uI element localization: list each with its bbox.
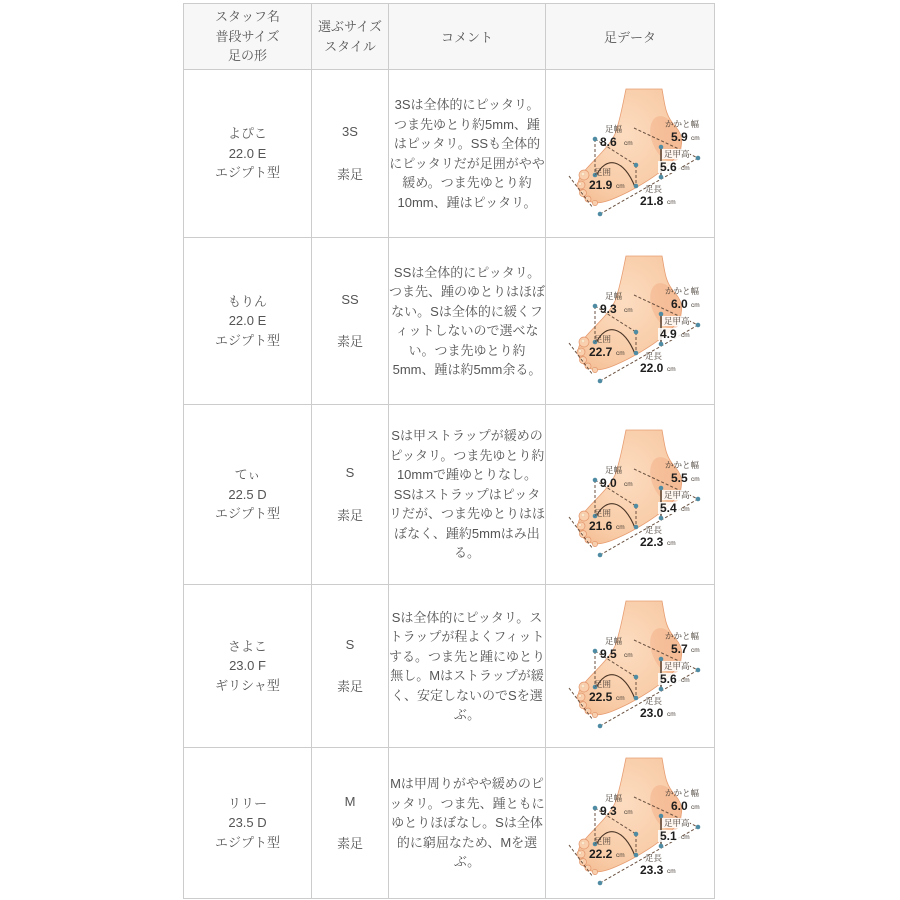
staff-cell — [184, 585, 312, 748]
foot-measurement-diagram — [548, 591, 713, 741]
comment-cell — [389, 585, 546, 748]
chosen-style: 素足 — [336, 679, 363, 694]
foot-length-unit: cm — [666, 366, 676, 373]
instep-height-label: 足甲高 — [663, 148, 690, 159]
table-row — [184, 405, 715, 585]
staff-name: さよこ — [227, 638, 267, 654]
foot-measurement-diagram — [548, 246, 713, 396]
staff-cell — [184, 405, 312, 585]
heel-width-unit: cm — [690, 647, 700, 654]
heel-width-label: かかと幅 — [664, 631, 699, 641]
heel-width-unit: cm — [690, 475, 700, 483]
foot-length-unit: cm — [666, 711, 676, 718]
staff-name: よぴこ — [227, 126, 267, 142]
header-staff-column — [184, 4, 312, 70]
foot-circumference-label: 足囲 — [593, 334, 611, 344]
staff-usual-size: 23.0 F — [229, 658, 266, 674]
comment-text: Sは全体的にピッタリ。ストラップが程よくフィットする。つま先と踵にゆとり無し。Mはストラップが緩く、安定しないのでSを選ぶ。 — [389, 609, 546, 722]
chosen-size-cell — [312, 748, 389, 899]
foot-width-unit: cm — [623, 480, 633, 488]
foot-data-cell — [546, 238, 715, 405]
heel-width-unit: cm — [690, 134, 700, 142]
foot-circumference-label: 足囲 — [593, 507, 611, 518]
foot-length-unit: cm — [666, 198, 676, 206]
instep-height-value: 5.6 — [659, 672, 677, 686]
foot-width-unit: cm — [623, 307, 633, 314]
foot-length-label: 足長 — [644, 696, 662, 706]
staff-name: てぃ — [234, 467, 261, 483]
table-header-row — [184, 4, 715, 70]
foot-width-value: 9.0 — [599, 475, 617, 490]
foot-width-unit: cm — [623, 139, 633, 147]
foot-width-label: 足幅 — [604, 123, 622, 134]
foot-circumference-label: 足囲 — [593, 166, 611, 177]
instep-height-label: 足甲高 — [663, 818, 690, 828]
instep-height-value: 5.4 — [659, 500, 677, 515]
staff-size-comment-table — [183, 3, 715, 899]
foot-measurement-diagram — [548, 748, 713, 898]
foot-width-unit: cm — [623, 652, 633, 659]
heel-width-unit: cm — [690, 804, 700, 811]
header-staff-line1: スタッフ名 — [214, 9, 280, 25]
table-row — [184, 238, 715, 405]
header-staff-line3: 足の形 — [227, 48, 267, 64]
comment-cell — [389, 748, 546, 899]
staff-foot-shape: エジプト型 — [214, 165, 280, 181]
instep-height-unit: cm — [680, 505, 690, 513]
foot-width-value: 9.5 — [599, 647, 617, 661]
foot-circumference-unit: cm — [615, 695, 625, 702]
chosen-size: S — [345, 636, 355, 652]
table-body — [184, 70, 715, 899]
staff-usual-size: 22.5 D — [228, 486, 267, 502]
foot-width-unit: cm — [623, 809, 633, 816]
staff-usual-size: 22.0 E — [228, 145, 267, 161]
chosen-size: S — [345, 465, 355, 481]
staff-foot-shape: エジプト型 — [214, 332, 280, 348]
foot-circumference-unit: cm — [615, 350, 625, 357]
instep-height-value: 4.9 — [659, 327, 677, 341]
heel-width-value: 5.9 — [670, 129, 688, 144]
foot-length-unit: cm — [666, 868, 676, 875]
staff-foot-shape: エジプト型 — [214, 834, 280, 850]
comment-text: SSは全体的にピッタリ。つま先、踵のゆとりはほぼない。Sは全体的に緩くフィットしないので選べない。つま先ゆとり約5mm、踵は約5mm余る。 — [389, 264, 546, 377]
foot-length-label: 足長 — [644, 183, 662, 194]
instep-height-unit: cm — [680, 332, 690, 339]
instep-height-unit: cm — [680, 164, 690, 172]
instep-height-label: 足甲高 — [663, 661, 690, 671]
foot-length-label: 足長 — [644, 524, 662, 535]
chosen-size-cell — [312, 405, 389, 585]
foot-data-cell — [546, 748, 715, 899]
comment-cell — [389, 405, 546, 585]
chosen-size-cell — [312, 585, 389, 748]
foot-length-value: 22.0 — [639, 361, 663, 375]
staff-cell — [184, 70, 312, 238]
foot-circumference-value: 21.9 — [588, 177, 612, 192]
foot-data-cell — [546, 405, 715, 585]
comment-cell — [389, 70, 546, 238]
staff-usual-size: 23.5 D — [228, 815, 267, 831]
chosen-style: 素足 — [336, 836, 363, 851]
heel-width-label: かかと幅 — [664, 286, 699, 296]
instep-height-unit: cm — [680, 677, 690, 684]
foot-circumference-unit: cm — [615, 182, 625, 190]
instep-height-value: 5.1 — [659, 829, 677, 843]
foot-width-label: 足幅 — [604, 291, 622, 301]
foot-width-label: 足幅 — [604, 464, 622, 475]
chosen-style: 素足 — [336, 507, 363, 523]
heel-width-label: かかと幅 — [664, 459, 699, 470]
foot-circumference-unit: cm — [615, 852, 625, 859]
table-row — [184, 70, 715, 238]
foot-length-label: 足長 — [644, 351, 662, 361]
foot-length-value: 23.3 — [639, 863, 663, 877]
foot-length-value: 23.0 — [639, 706, 663, 720]
header-chosen-size-line1: 選ぶサイズ — [318, 19, 382, 34]
chosen-size: M — [344, 793, 356, 809]
instep-height-value: 5.6 — [659, 159, 677, 174]
foot-width-value: 9.3 — [599, 302, 617, 316]
foot-circumference-value: 22.7 — [588, 345, 612, 359]
heel-width-value: 6.0 — [670, 799, 688, 813]
staff-cell — [184, 748, 312, 899]
foot-circumference-label: 足囲 — [593, 836, 611, 846]
foot-width-value: 8.6 — [599, 134, 617, 149]
instep-height-label: 足甲高 — [663, 316, 690, 326]
comment-text: Mは甲周りがやや緩めのピッタリ。つま先、踵ともにゆとりほぼなし。Sは全体的に窮屈なため、Mを選ぶ。 — [389, 776, 545, 870]
instep-height-unit: cm — [680, 834, 690, 841]
foot-circumference-value: 22.5 — [588, 690, 612, 704]
staff-usual-size: 22.0 E — [228, 313, 267, 329]
foot-circumference-label: 足囲 — [593, 679, 611, 689]
foot-width-label: 足幅 — [604, 793, 622, 803]
instep-height-label: 足甲高 — [663, 489, 690, 500]
chosen-style: 素足 — [336, 334, 363, 349]
table-row — [184, 585, 715, 748]
header-foot-data-column: 足データ — [546, 4, 715, 70]
foot-length-value: 21.8 — [639, 193, 663, 208]
staff-foot-shape: エジプト型 — [214, 506, 280, 522]
header-comment-column: コメント — [389, 4, 546, 70]
comment-text: 3Sは全体的にピッタリ。つま先ゆとり約5mm、踵はピッタリ。SSも全体的にピッタリだが足囲がやや緩め。つま先ゆとり約10mm、踵はピッタリ。 — [389, 97, 545, 210]
heel-width-value: 5.7 — [670, 642, 688, 656]
chosen-style: 素足 — [336, 166, 363, 182]
heel-width-unit: cm — [690, 302, 700, 309]
comment-cell — [389, 238, 546, 405]
header-chosen-size-line2: スタイル — [324, 38, 376, 54]
foot-length-unit: cm — [666, 539, 676, 547]
table-row — [184, 748, 715, 899]
staff-cell — [184, 238, 312, 405]
chosen-size-cell — [312, 238, 389, 405]
foot-circumference-unit: cm — [615, 523, 625, 531]
foot-length-value: 22.3 — [639, 534, 663, 549]
chosen-size-cell — [312, 70, 389, 238]
comment-text: Sは甲ストラップが緩めのピッタリ。つま先ゆとり約10mmで踵ゆとりなし。SSはストラップはピッタリだが、つま先ゆとりはほぼなく、踵約5mmはみ出る。 — [389, 428, 546, 561]
foot-width-value: 9.3 — [599, 804, 617, 818]
chosen-size: SS — [341, 291, 359, 307]
foot-measurement-diagram — [548, 420, 713, 570]
foot-circumference-value: 22.2 — [588, 847, 612, 861]
header-chosen-size-column — [312, 4, 389, 70]
header-staff-line2: 普段サイズ — [215, 28, 280, 44]
heel-width-label: かかと幅 — [664, 118, 699, 129]
heel-width-value: 6.0 — [670, 297, 688, 311]
chosen-size: 3S — [342, 124, 358, 140]
foot-data-cell — [546, 70, 715, 238]
staff-name: もりん — [227, 293, 267, 309]
foot-data-cell — [546, 585, 715, 748]
staff-foot-shape: ギリシャ型 — [215, 677, 280, 693]
foot-circumference-value: 21.6 — [588, 518, 612, 533]
heel-width-label: かかと幅 — [664, 788, 699, 798]
foot-length-label: 足長 — [644, 853, 662, 863]
staff-name: リリー — [227, 795, 267, 811]
foot-measurement-diagram — [548, 79, 713, 229]
foot-width-label: 足幅 — [604, 636, 622, 646]
heel-width-value: 5.5 — [670, 470, 688, 485]
